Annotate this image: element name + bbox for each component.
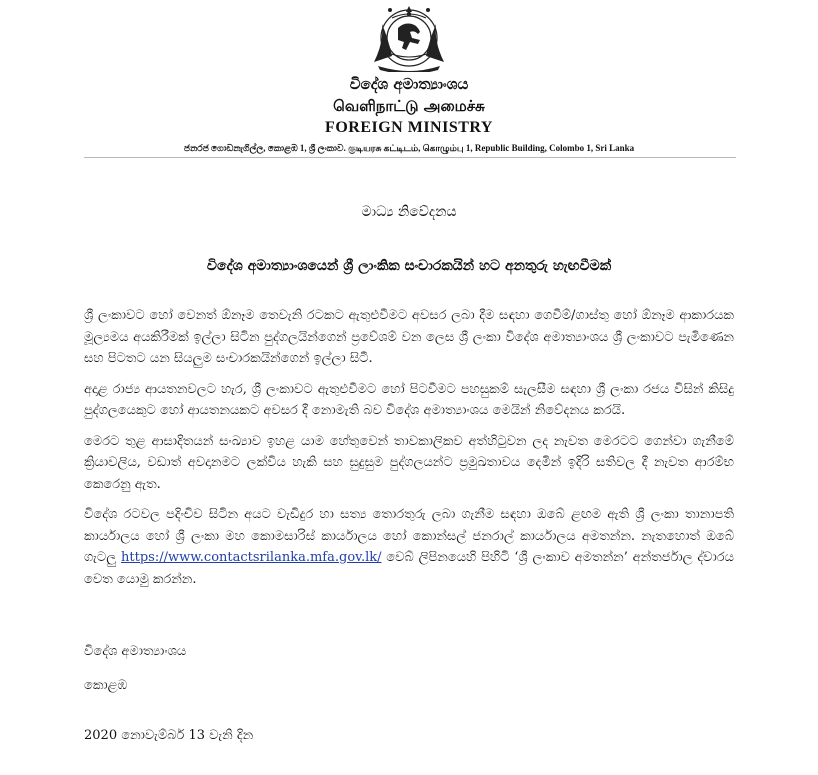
document-type-label: මාධ්‍ය නිවේදනය <box>361 204 457 220</box>
body-paragraph-4-after-link: වෙබ් ලිපිනයෙහි පිහිටි ‘ශ්‍රී ලංකාව අමතන්න’ අන්තර්ජාල ද්වාරය වෙත යොමු කරන්න. <box>84 550 734 587</box>
body-paragraph-3: මෙරට තුළ ආසාදිතයන් සංඛ්‍යාව ඉහළ යාම හේතුවෙන් තාවකාලිකව අත්හිටුවන ලද නැවත මෙරටට ගෙන්වා ගැනීමේ ක්‍රියාවලිය, වඩාත් අවදානමට ලක්විය හැකි සහ සුදුසුම පුද්ගලයන්ට ප්‍රමුඛතාවය දෙමින් ඉදිරි සතිවල දී නැවත ආරම්භ කෙරෙනු ඇත. <box>84 433 734 492</box>
body-paragraph-1: ශ්‍රී ලංකාවට හෝ වෙනත් ඕනෑම තෙවැනි රටකට ඇතුළුවීමට අවසර ලබා දීම සඳහා ගෙවීම්/ගාස්තු හෝ ඕනෑම ආකාරයක මූල්‍යමය අයකිරීමක් ඉල්ලා සිටින පුද්ගලයින්ගෙන් ප්‍රවේශම් වන ලෙස ශ්‍රී ලංකා විදේශ අමාත්‍යාංශය ශ්‍රී ලංකාවට පැමිණෙන සහ පිටතට යන සියලුම සංචාරකයින්ගෙන් ඉල්ලා සිටී. <box>84 308 734 366</box>
ministry-name-tamil: வெளிநாட்டு அமைச்சு <box>333 97 485 115</box>
ministry-name-english: FOREIGN MINISTRY <box>325 119 493 136</box>
contact-sri-lanka-link[interactable]: https://www.contactsrilanka.mfa.gov.lk/ <box>121 550 382 565</box>
header-divider <box>84 157 736 158</box>
document-body <box>84 305 734 599</box>
body-paragraph-4-before-link: විදේශ රටවල පදිංචිව සිටින අයට වැඩිදුර හා සත්‍ය තොරතුරු ලබා ගැනීම සඳහා ඔබේ ළඟම ඇති ශ්‍රී ලංකා තානාපති කාර්යාලය හෝ ශ්‍රී ලංකා මහ කොමසාරිස් කාර්යාලය හෝ කොන්සල් ජනරාල් කාර්යාලය අමතන්න. නැතහොත් ඔබේ ගැටලු <box>84 507 734 565</box>
sri-lanka-national-emblem-icon <box>362 2 456 72</box>
ministry-address: ජනරජ ගොඩනැගිල්ල, කොළඹ 1, ශ්‍රී ලංකාව. குடியரசு கட்டிடம், கொழும்பு 1, Republic Building, Colombo 1, Sri Lanka <box>183 143 635 153</box>
body-paragraph-2: අදාළ රාජ්‍ය ආයතනවලට හැර, ශ්‍රී ලංකාවට ඇතුළුවීමට හෝ පිටවීමට පහසුකම් සැලසීම සඳහා ශ්‍රී ලංකා රජය විසින් කිසිදු පුද්ගලයෙකුට හෝ ආයතනයකට අවසර දී නොමැති බව විදේශ අමාත්‍යාංශය මෙයින් නිවේදනය කරයි. <box>84 381 734 418</box>
ministry-name-sinhala: විදේශ අමාත්‍යාංශය <box>349 75 469 93</box>
signature-office: විදේශ අමාත්‍යාංශය <box>84 644 187 659</box>
document-date: 2020 නොවැම්බර් 13 වැනි දින <box>84 728 254 743</box>
document-title: විදේශ අමාත්‍යාංශයෙන් ශ්‍රී ලාංකික සංචාරකයින් හට අනතුරු හැඟවීමක් <box>206 258 612 274</box>
body-paragraph-4 <box>84 504 734 590</box>
signature-city: කොළඹ <box>84 678 128 693</box>
